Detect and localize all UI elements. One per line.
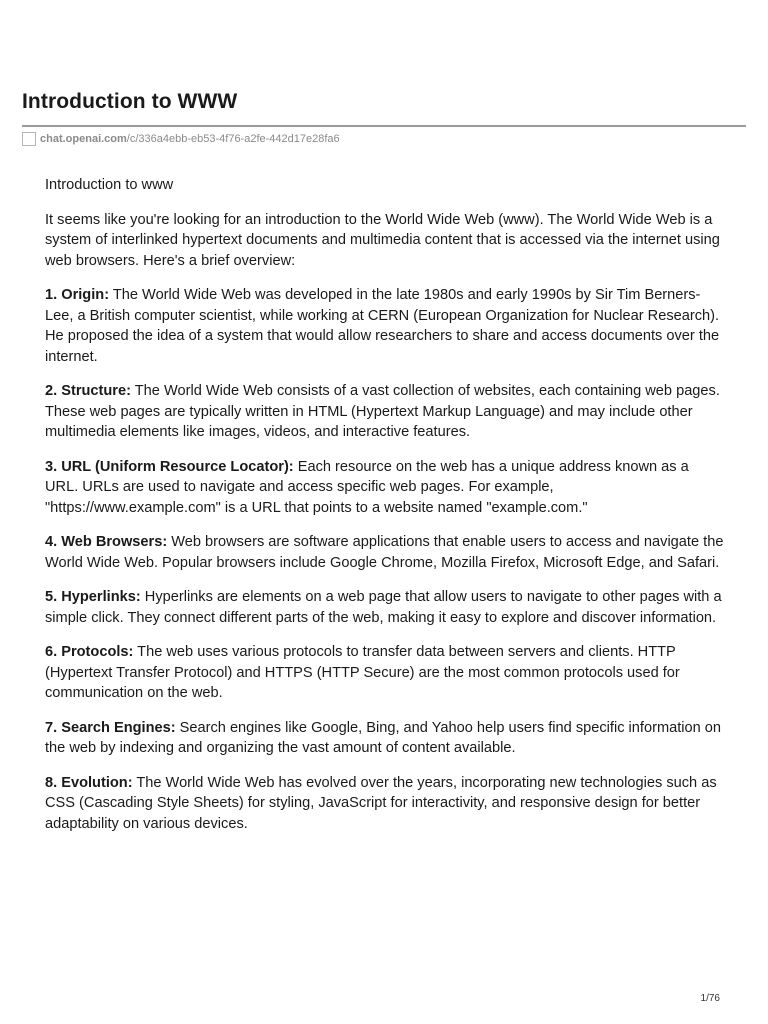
list-item <box>45 718 725 759</box>
list-item <box>45 381 725 443</box>
item-text: Each resource on the web has a unique address known as a URL. URLs are used to navigate and access specific web pages. For example, "https://www.example.com" is a URL that points to a website named "example.com." <box>45 458 689 516</box>
url-path: /c/336a4ebb-eb53-4f76-a2fe-442d17e28fa6 <box>126 133 340 145</box>
item-heading: 7. Search Engines: <box>45 719 176 736</box>
item-heading: 2. Structure: <box>45 383 131 399</box>
list-item <box>45 773 725 835</box>
title-divider <box>22 125 746 127</box>
list-item <box>45 642 725 704</box>
item-heading: 6. Protocols: <box>45 644 134 660</box>
list-item <box>45 457 725 519</box>
list-item <box>45 532 725 573</box>
url-host: chat.openai.com <box>40 133 127 145</box>
list-item <box>45 587 725 628</box>
list-item <box>45 285 725 367</box>
page-title: Introduction to WWW <box>22 90 238 113</box>
item-heading: 4. Web Browsers: <box>45 534 168 550</box>
item-text: Web browsers are software applications that enable users to access and navigate the World Wide Web. Popular browsers include Google Chrome, Mozilla Firefox, Microsoft Edge, and Safari. <box>45 534 724 571</box>
item-text: The World Wide Web was developed in the late 1980s and early 1990s by Sir Tim Berners-Lee, a British computer scientist, while working at CERN (European Organization for Nuclear Research). He proposed the idea of a system that would allow researchers to share and access documents over the internet. <box>45 287 720 365</box>
intro-paragraph: It seems like you're looking for an introduction to the World Wide Web (www). The World Wide Web is a system of interlinked hypertext documents and multimedia content that is accessed via the internet using web browsers. Here's a brief overview: <box>45 211 720 269</box>
item-text: The web uses various protocols to transfer data between servers and clients. HTTP (Hypertext Transfer Protocol) and HTTPS (HTTP Secure) are the most common protocols used for communication on the web. <box>45 644 680 701</box>
item-heading: 5. Hyperlinks: <box>45 589 141 605</box>
item-text: Hyperlinks are elements on a web page that allow users to navigate to other pages with a simple click. They connect different parts of the web, making it easy to explore and discover information. <box>45 589 722 626</box>
source-url[interactable] <box>22 131 340 147</box>
item-heading: 1. Origin: <box>45 287 110 303</box>
item-text: The World Wide Web has evolved over the years, incorporating new technologies such as CSS (Cascading Style Sheets) for styling, JavaScript for interactivity, and responsive design for better adaptability on various devices. <box>45 774 717 832</box>
page-number: 1/76 <box>700 993 720 1004</box>
item-text: The World Wide Web consists of a vast collection of websites, each containing web pages. These web pages are typically written in HTML (Hypertext Markup Language) and may include other multimedia elements like images, videos, and interactive features. <box>45 383 720 440</box>
user-prompt: Introduction to www <box>45 177 174 193</box>
link-icon <box>22 132 36 146</box>
item-text: Search engines like Google, Bing, and Yahoo help users find specific information on the web by indexing and organizing the vast amount of content available. <box>45 719 722 756</box>
item-heading: 8. Evolution: <box>45 774 133 791</box>
item-heading: 3. URL (Uniform Resource Locator): <box>45 458 294 475</box>
document-body <box>45 175 725 848</box>
